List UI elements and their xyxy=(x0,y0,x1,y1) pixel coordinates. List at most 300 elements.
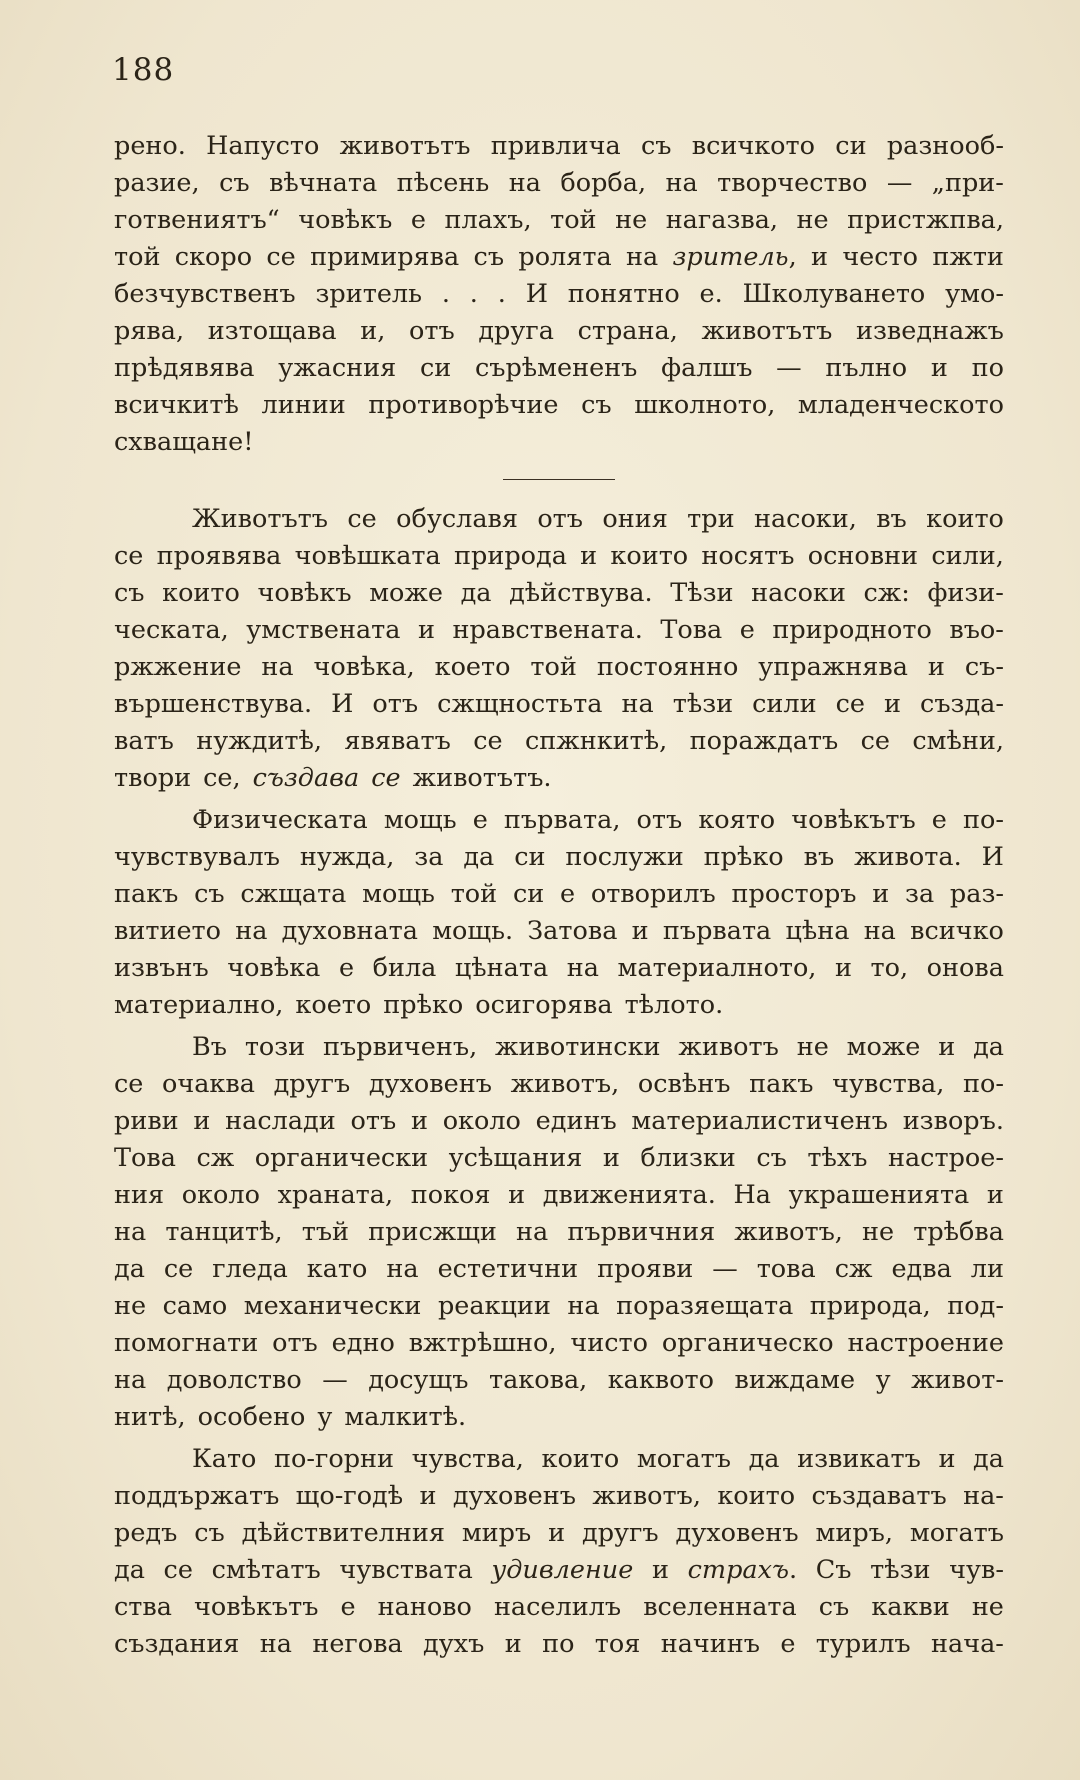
word: си xyxy=(512,879,545,909)
paragraph xyxy=(114,1029,1004,1436)
word: у xyxy=(317,1402,333,1432)
word: под- xyxy=(947,1291,1004,1321)
word: отъ xyxy=(409,316,455,346)
word: украшенията xyxy=(788,1180,970,1210)
text-line xyxy=(114,612,1004,649)
word: постоянно xyxy=(596,652,739,682)
word: всичко xyxy=(910,916,1004,946)
word: се xyxy=(347,504,377,534)
word: помогнати xyxy=(114,1328,259,1358)
word: могатъ xyxy=(909,1518,1004,1548)
word: миръ xyxy=(461,1518,532,1548)
word: смѣтатъ xyxy=(211,1555,321,1585)
word: покоя xyxy=(410,1180,491,1210)
word: е xyxy=(340,1592,356,1622)
word: да xyxy=(114,1254,145,1284)
word: които xyxy=(610,541,689,571)
word: органическо xyxy=(661,1328,834,1358)
word: друга xyxy=(478,316,554,346)
word: спжнкитѣ, xyxy=(525,726,668,756)
word: реакции xyxy=(437,1291,551,1321)
word: негова xyxy=(312,1629,403,1659)
word: природа, xyxy=(809,1291,931,1321)
word: не xyxy=(971,1592,1004,1622)
word: създания xyxy=(114,1629,240,1659)
text-line xyxy=(114,686,1004,723)
word: пакъ xyxy=(749,1069,814,1099)
word: пристжпва, xyxy=(847,205,1004,235)
word: което xyxy=(434,652,511,682)
word: носятъ xyxy=(701,541,795,571)
word: се xyxy=(163,1555,193,1585)
text-line xyxy=(114,501,1004,538)
word: мощь. xyxy=(432,916,514,946)
word: виждаме xyxy=(734,1365,856,1395)
word: Съ xyxy=(815,1555,852,1585)
word: чув- xyxy=(949,1555,1004,1585)
word: не xyxy=(114,1291,147,1321)
word: и xyxy=(419,1481,437,1511)
word: онова xyxy=(926,953,1004,983)
word: чисто xyxy=(570,1328,648,1358)
word: могатъ xyxy=(636,1444,731,1474)
word: едно xyxy=(331,1328,395,1358)
word: упражнява xyxy=(758,652,908,682)
word: . xyxy=(497,279,506,309)
word: и xyxy=(631,916,649,946)
text-line xyxy=(114,538,1004,575)
word: привлича xyxy=(490,131,621,161)
word: разнооб- xyxy=(886,131,1004,161)
word: фалшъ xyxy=(661,353,753,383)
text-line xyxy=(114,760,1004,797)
text-line xyxy=(114,987,1004,1024)
word: и xyxy=(986,1180,1004,1210)
word: на xyxy=(625,242,659,272)
word: насоки, xyxy=(753,504,857,534)
word: ужасния xyxy=(278,353,397,383)
word: чувства, xyxy=(832,1069,945,1099)
word: не xyxy=(796,205,829,235)
text-line xyxy=(114,424,1004,461)
word: противорѣчие xyxy=(368,390,559,420)
word: се xyxy=(114,1069,144,1099)
paragraph xyxy=(114,802,1004,1024)
word: се xyxy=(163,1254,194,1284)
word: борба, xyxy=(560,168,647,198)
word: да xyxy=(460,578,492,608)
word: животъ, xyxy=(592,1481,701,1511)
word: всичкото xyxy=(691,131,815,161)
word: на xyxy=(567,1291,600,1321)
italic-text: зритель xyxy=(672,242,789,272)
text-line xyxy=(114,1325,1004,1362)
word: извикатъ xyxy=(797,1444,921,1474)
text-line xyxy=(114,387,1004,424)
word: и, xyxy=(360,316,386,346)
word: рено. xyxy=(114,131,186,161)
word: сж xyxy=(834,1254,873,1284)
text-line xyxy=(114,1441,1004,1478)
word: да xyxy=(973,1444,1004,1474)
word: поразяещата xyxy=(616,1291,794,1321)
word: чувствувалъ xyxy=(114,842,280,872)
word: вършенствува. xyxy=(114,689,313,719)
word: вѣчната xyxy=(269,168,378,198)
word: само xyxy=(162,1291,228,1321)
word: ония xyxy=(602,504,668,534)
word xyxy=(253,760,360,797)
word: човѣкътъ xyxy=(194,1592,319,1622)
text-line xyxy=(114,350,1004,387)
text-line xyxy=(114,1589,1004,1626)
word: на xyxy=(566,953,599,983)
word: на xyxy=(259,1629,292,1659)
word: се xyxy=(266,242,296,272)
word: и xyxy=(417,615,435,645)
word: се xyxy=(860,726,890,756)
word: се xyxy=(114,541,144,571)
word: малкитѣ. xyxy=(344,1402,467,1432)
word: природа xyxy=(454,541,567,571)
word: отъ xyxy=(272,1328,318,1358)
word: си xyxy=(835,131,867,161)
word: тоя xyxy=(594,1629,641,1659)
word: и xyxy=(930,353,948,383)
word: на xyxy=(516,1217,549,1247)
text-line xyxy=(114,913,1004,950)
word: риви xyxy=(114,1106,179,1136)
word: органически xyxy=(254,1143,429,1173)
word: се, xyxy=(203,763,241,793)
word: доволство xyxy=(166,1365,302,1395)
word: духовенъ xyxy=(368,1069,492,1099)
word: поддържатъ xyxy=(114,1481,280,1511)
word: животъ xyxy=(678,1032,779,1062)
word: сърѣмененъ xyxy=(474,353,638,383)
text-line xyxy=(114,1029,1004,1066)
word: цѣна xyxy=(785,916,850,946)
word: животински xyxy=(495,1032,661,1062)
word: — xyxy=(322,1365,348,1395)
word: миръ, xyxy=(815,1518,893,1548)
word: освѣнъ xyxy=(637,1069,731,1099)
word: досущъ xyxy=(368,1365,469,1395)
word: по-горни xyxy=(274,1444,395,1474)
word: духовенъ xyxy=(452,1481,576,1511)
word: вселенната xyxy=(643,1592,797,1622)
word: на xyxy=(386,1254,419,1284)
word: три xyxy=(687,504,735,534)
word: прояви xyxy=(597,1254,694,1284)
word: той xyxy=(114,242,161,272)
word: турилъ xyxy=(815,1629,911,1659)
word: и xyxy=(811,242,828,272)
word: сж xyxy=(196,1143,235,1173)
word: по xyxy=(542,1629,575,1659)
word: нагазва, xyxy=(665,205,779,235)
word: може xyxy=(369,578,443,608)
word: не xyxy=(615,205,648,235)
word: нравствената. xyxy=(452,615,643,645)
word: пълно xyxy=(825,353,908,383)
word: на xyxy=(863,916,896,946)
text-line xyxy=(114,1362,1004,1399)
word: съ xyxy=(640,131,672,161)
word: по xyxy=(971,353,1004,383)
word: школното, xyxy=(634,390,776,420)
word: основни xyxy=(807,541,919,571)
word: животъ, xyxy=(510,1069,620,1099)
word: за xyxy=(414,842,444,872)
word: отъ xyxy=(350,1106,397,1136)
word: е xyxy=(739,615,755,645)
word: разие, xyxy=(114,168,200,198)
word: Физическата xyxy=(192,805,368,835)
word: изтощава xyxy=(207,316,337,346)
word: и xyxy=(938,1444,956,1474)
word: съ- xyxy=(964,652,1004,682)
text-line xyxy=(114,313,1004,350)
text-line xyxy=(114,839,1004,876)
word: прѣко xyxy=(703,842,784,872)
word: И xyxy=(331,689,354,719)
word: примирява xyxy=(310,242,460,272)
paragraph xyxy=(114,128,1004,461)
word: наново xyxy=(377,1592,472,1622)
word: плахъ, xyxy=(444,205,532,235)
word: е xyxy=(931,805,947,835)
word: редъ xyxy=(114,1518,178,1548)
text-line xyxy=(114,876,1004,913)
word: витието xyxy=(114,916,222,946)
word: На xyxy=(733,1180,771,1210)
word: населилъ xyxy=(493,1592,622,1622)
text-line xyxy=(114,1552,1004,1589)
word: проявява xyxy=(156,541,282,571)
text-line xyxy=(114,128,1004,165)
word: човѣка xyxy=(227,953,321,983)
word: на xyxy=(261,652,294,682)
word: такова, xyxy=(488,1365,588,1395)
word: сили, xyxy=(931,541,1004,571)
word: вжтрѣшно, xyxy=(408,1328,557,1358)
word: другъ xyxy=(582,1518,659,1548)
word: нача- xyxy=(931,1629,1004,1659)
word: и xyxy=(872,879,890,909)
word: и xyxy=(548,1518,566,1548)
word: насоки xyxy=(751,578,846,608)
word: по- xyxy=(962,805,1004,835)
word: които xyxy=(541,1444,620,1474)
word: материално, xyxy=(114,990,284,1020)
word: пѣсень xyxy=(396,168,490,198)
word: по- xyxy=(963,1069,1004,1099)
word: всичкитѣ xyxy=(114,390,239,420)
word: което xyxy=(295,990,372,1020)
word: Въ xyxy=(192,1032,227,1062)
word: духовната xyxy=(281,916,418,946)
word: които xyxy=(717,1481,796,1511)
word: съ xyxy=(194,1518,225,1548)
word: извънъ xyxy=(114,953,209,983)
word: се xyxy=(835,689,866,719)
word: безчувственъ xyxy=(114,279,296,309)
word: въ xyxy=(876,504,907,534)
word: — xyxy=(886,168,913,198)
word: пораждатъ xyxy=(689,726,839,756)
word: не xyxy=(862,1217,895,1247)
word: какви xyxy=(871,1592,950,1622)
word: единъ xyxy=(535,1106,617,1136)
word: танцитѣ, xyxy=(165,1217,283,1247)
italic-text: удивление xyxy=(491,1555,634,1585)
word: зритель, xyxy=(672,242,797,272)
word: е. xyxy=(699,279,723,309)
word: на- xyxy=(963,1481,1004,1511)
word: ржжение xyxy=(114,652,242,682)
word: да xyxy=(463,842,495,872)
word: и xyxy=(193,1106,211,1136)
text-line xyxy=(114,1103,1004,1140)
word: човѣшката xyxy=(294,541,441,571)
word: дѣйствува. xyxy=(509,578,653,608)
word: раз- xyxy=(949,879,1004,909)
word: човѣкъ xyxy=(298,205,393,235)
word: въ xyxy=(803,842,835,872)
word: на xyxy=(114,1365,147,1395)
word: едва xyxy=(891,1254,952,1284)
text-line xyxy=(114,276,1004,313)
word: и xyxy=(938,1032,956,1062)
word: природното xyxy=(772,615,932,645)
text-line xyxy=(114,1515,1004,1552)
italic-text: създава xyxy=(252,763,360,793)
word: послужи xyxy=(565,842,684,872)
word: страхъ. xyxy=(687,1555,798,1585)
word: изворъ. xyxy=(902,1106,1004,1136)
word: прѣко xyxy=(383,990,464,1020)
word: и xyxy=(504,1629,522,1659)
italic-text: страхъ xyxy=(687,1555,789,1585)
word: цѣната xyxy=(454,953,549,983)
text-line xyxy=(114,1399,1004,1436)
word: — xyxy=(776,353,802,383)
word: ролята xyxy=(518,242,612,272)
word: първата xyxy=(662,916,772,946)
body-text xyxy=(114,128,1004,1663)
word: начинъ xyxy=(660,1629,760,1659)
word: на xyxy=(114,1217,147,1247)
word: дѣйствителния xyxy=(241,1518,445,1548)
text-line xyxy=(114,649,1004,686)
word: Затова xyxy=(527,916,618,946)
word: за xyxy=(905,879,935,909)
word: Това xyxy=(660,615,723,645)
word: е xyxy=(338,953,355,983)
word: животътъ xyxy=(339,131,471,161)
word: „при- xyxy=(931,168,1004,198)
word: тѣлото. xyxy=(624,990,724,1020)
word: очаква xyxy=(162,1069,255,1099)
text-line xyxy=(114,1288,1004,1325)
word: съ xyxy=(194,879,225,909)
word: Като xyxy=(192,1444,257,1474)
word: тѣзи xyxy=(870,1555,931,1585)
word: на xyxy=(235,916,268,946)
word: изведнажъ xyxy=(855,316,1004,346)
word: нужда, xyxy=(299,842,395,872)
word: той xyxy=(450,879,498,909)
word: явяватъ xyxy=(344,726,451,756)
word: страна, xyxy=(577,316,678,346)
word: обуславя xyxy=(396,504,518,534)
word: често xyxy=(842,242,919,272)
word: съ xyxy=(219,168,250,198)
word: ческата, xyxy=(114,615,229,645)
word: и xyxy=(927,652,945,682)
word: въо- xyxy=(949,615,1004,645)
word: съ xyxy=(818,1592,850,1622)
word: . xyxy=(441,279,450,309)
word: съ xyxy=(756,1143,787,1173)
word: човѣкъ xyxy=(257,578,352,608)
text-line xyxy=(114,950,1004,987)
word: ства xyxy=(114,1592,172,1622)
word: около xyxy=(442,1106,521,1136)
word: присжщи xyxy=(368,1217,497,1247)
word: на xyxy=(508,168,541,198)
text-line xyxy=(114,1066,1004,1103)
word: И xyxy=(981,842,1004,872)
word: като xyxy=(306,1254,368,1284)
word: трѣбва xyxy=(913,1217,1004,1247)
word: които xyxy=(162,578,240,608)
word: се xyxy=(473,726,503,756)
word: първиченъ, xyxy=(323,1032,478,1062)
word: създаватъ xyxy=(811,1481,947,1511)
word: животъ, xyxy=(734,1217,843,1247)
word: . xyxy=(469,279,478,309)
word: била xyxy=(372,953,437,983)
text-line xyxy=(114,1140,1004,1177)
text-line xyxy=(114,575,1004,612)
word: човѣка, xyxy=(313,652,415,682)
word: тъй xyxy=(301,1217,350,1247)
word: храната, xyxy=(277,1180,394,1210)
word: сж: xyxy=(863,578,910,608)
word: ватъ xyxy=(114,726,174,756)
word: около xyxy=(181,1180,260,1210)
text-line xyxy=(114,1626,1004,1663)
text-line xyxy=(114,1478,1004,1515)
word: той xyxy=(550,205,597,235)
word: съ xyxy=(581,390,612,420)
word: животътъ. xyxy=(412,763,552,793)
word: рява, xyxy=(114,316,185,346)
word: нитѣ, xyxy=(114,1402,186,1432)
word: умствената xyxy=(246,615,401,645)
text-line xyxy=(114,802,1004,839)
word: пакъ xyxy=(114,879,179,909)
word: да xyxy=(748,1444,780,1474)
word: този xyxy=(244,1032,306,1062)
word: животътъ xyxy=(701,316,833,346)
word: и xyxy=(580,541,598,571)
word: съ xyxy=(473,242,505,272)
word: близки xyxy=(640,1143,736,1173)
word: и xyxy=(651,1555,669,1585)
